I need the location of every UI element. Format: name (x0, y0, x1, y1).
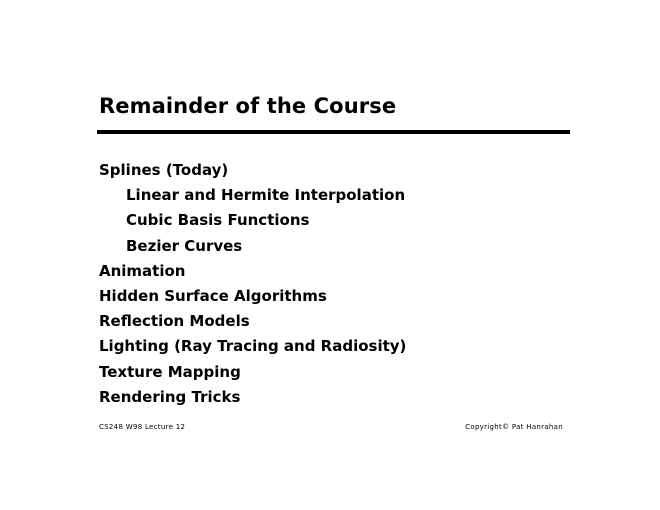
slide-title: Remainder of the Course (99, 94, 397, 118)
outline-item: Splines (Today) (99, 161, 229, 179)
title-underline-rule (97, 130, 570, 134)
outline-item: Reflection Models (99, 312, 250, 331)
outline-item: Rendering Tricks (99, 387, 241, 406)
outline-item: Lighting (Ray Tracing and Radiosity) (99, 337, 407, 356)
footer-course-label: CS248 W98 Lecture 12 (99, 423, 186, 431)
outline-item: Hidden Surface Algorithms (99, 286, 327, 305)
outline-item: Animation (99, 261, 186, 280)
outline-item: Texture Mapping (99, 362, 241, 381)
footer-copyright: Copyright© Pat Hanrahan (465, 423, 563, 431)
outline-subitem: Cubic Basis Functions (126, 211, 310, 230)
topic-outline (99, 158, 406, 410)
outline-subitem: Linear and Hermite Interpolation (126, 186, 406, 205)
outline-subitem: Bezier Curves (126, 236, 243, 255)
